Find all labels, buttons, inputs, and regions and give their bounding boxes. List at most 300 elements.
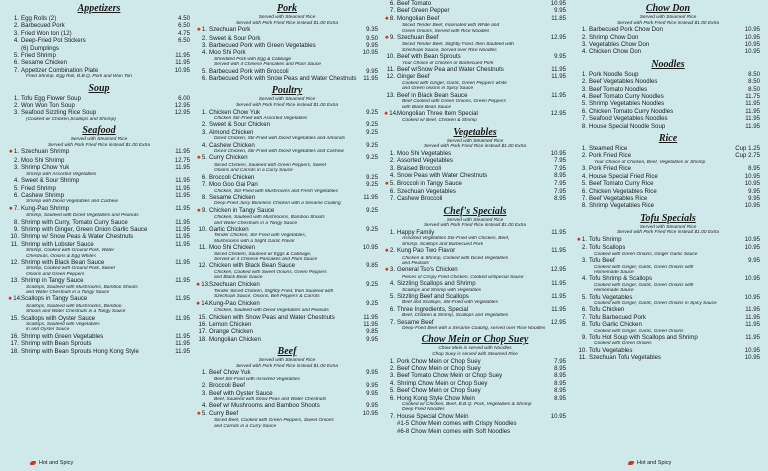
menu-item [196,321,378,328]
item-number-text: 3. [13,109,19,117]
menu-item [576,145,760,152]
item-number-text: 9. [389,34,395,42]
item-name: Beef with Oyster Sauce [209,389,273,397]
menu-section [8,125,190,355]
item-price: 10.95 [744,293,760,301]
menu-item [8,37,190,44]
item-name: Cashew Shrimp [21,191,65,199]
menu-section [576,3,760,56]
menu-item [196,174,378,181]
menu-item [576,347,760,354]
item-price: 8.95 [554,394,566,402]
menu-item [196,181,378,188]
hot-pepper-icon: ✹ [384,15,389,22]
item-number-text: 7. [581,115,587,123]
item-description: Diced Chicken, Stir-Fried with Diced Vegetables and Cashew [214,149,344,155]
item-number-text: 3. [201,128,207,136]
item-name: Vegetables Chow Don [589,41,650,48]
item-price: 4.50 [178,15,190,22]
item-number [8,241,21,248]
menu-item [576,306,760,313]
item-description: Mushrooms with a Slight Garlic Flavor [214,238,295,244]
item-number [8,192,21,199]
section-title: Poultry [271,85,303,97]
item-number [384,110,397,118]
item-name: Sweet & Sour Shrimp [21,177,80,185]
menu-section [196,85,378,343]
item-description: Shrimp, Cooked with Ground Pork, Sweet [26,266,115,272]
menu-item [8,241,190,248]
item-name: Moo Shi Shrimp [21,156,65,164]
item-number-text: 1. [13,94,19,102]
item-number [384,247,397,255]
item-number [196,207,209,215]
section-note: Served with Pork Fried Rice instead $1.00 Extra [616,230,720,236]
item-name: Shrimp Chow Don [589,33,639,41]
item-number [576,244,589,251]
section-note: Served with Steamed Rice [70,137,128,143]
item-number-text: 18. [10,347,19,355]
item-name: Beef w/Snow Pea and Water Chestnuts [397,66,504,74]
item-name: Shrimp with Black Bean Sauce [21,258,105,266]
item-price: 9.85 [366,262,378,270]
section-note: Served with Steamed Rice [446,217,504,223]
item-number [576,354,589,361]
item-description: Homemade Sauce [594,288,634,294]
item-number [384,293,397,300]
item-description: Assorted Vegetables Stir-Fried with Chicken, Beef, [402,236,510,242]
section-note: Served with Pork Fried Rice instead $1.00 Extra [235,363,339,369]
item-price: 11.95 [551,280,566,288]
item-number [384,372,397,379]
item-number [8,340,21,347]
item-description: Your Choice of Chicken, Beef, Vegetables or Shrimp [594,159,706,165]
item-description: and Water Chestnuts in a Tangy Sauce [26,290,110,295]
item-name: House Special Chow Mein [397,412,469,420]
item-price: 8.50 [748,70,760,78]
item-price: 7.95 [554,157,566,165]
item-description: Deep-Fried Juicy Boneless Chicken with a Sesame Coating [214,201,341,207]
item-number [196,382,209,389]
item-number-text: 1. [581,145,587,153]
item-number [576,202,589,209]
menu-item [384,358,566,365]
menu-item [8,45,190,52]
item-number [384,395,397,402]
item-name: Beef w/ Mushrooms and Bamboo Shoots [209,402,320,410]
item-number [384,365,397,372]
item-number [196,142,209,149]
menu-item [8,226,190,233]
item-name: Tofu Chicken [589,306,625,314]
item-name: Beef Tomato Curry Noodles [589,93,664,101]
item-price: 11.95 [175,240,190,248]
hot-pepper-icon: ✹ [8,296,13,303]
menu-item [576,321,760,328]
item-price: 9.95 [366,382,378,390]
item-name: Pork Chow Mein or Chop Suey [397,357,481,365]
item-name: Broccoli Beef [209,382,245,390]
item-description: Beef Stir-Fried with Assorted Vegetables [214,376,300,382]
item-number-text: 8. [581,202,587,210]
menu-column-4 [576,0,760,471]
item-price: 9.25 [366,280,378,288]
item-number-text: 4. [13,177,19,185]
item-description: Cooked w/ Chicken, Beef, B.B.Q. Pork, Vegetables & Shrimp [402,402,532,408]
item-name: Sizzling Scallops and Shrimp [397,280,476,288]
item-name: Steamed Rice [589,145,628,153]
section-title: Rice [658,133,678,145]
menu-column-3 [384,0,566,471]
menu-item [384,195,566,202]
item-description: Onions and Green Peppers [26,271,85,277]
item-price: 11.95 [175,295,190,303]
item-price: 11.75 [745,93,760,101]
item-number [8,295,21,303]
item-name: Barbecued Pork Chow Don [589,26,663,34]
item-price: 9.95 [366,369,378,377]
item-name: Fried Won ton (12) [21,29,72,37]
item-name: Sweet & Sour Pork [209,34,261,42]
menu-section [384,127,566,203]
item-number [384,195,397,202]
item-number [196,194,209,201]
menu-item [196,390,378,397]
item-description: and Green onions in Spicy Sauce [402,86,474,92]
item-name: Tofu Shrimp [589,235,622,243]
menu-item [384,395,566,402]
menu-item [8,219,190,226]
menu-item [196,382,378,389]
menu-item [384,365,566,372]
item-number-text: 7. [581,194,587,202]
item-price: 7.95 [554,179,566,187]
item-description: Tender Sliced Chicken, Slightly Fried, then Sautéed with [214,289,334,294]
item-number [576,48,589,55]
item-number-text: 11. [198,244,207,252]
item-name: Three Ingredients, Special [397,305,469,313]
item-name: Assorted Vegetables [397,157,453,165]
item-number-text: 13. [201,280,210,288]
menu-item [384,53,566,60]
item-number-text: 5. [581,180,587,188]
item-number [196,75,209,82]
item-number [384,15,397,23]
menu-item [8,340,190,347]
item-price: 11.95 [175,191,190,199]
item-number-text: 5. [389,179,395,187]
item-name: Beef Vegetables Noodles [589,78,658,86]
item-name: Chicken Chow Yuk [209,108,261,116]
menu-item [196,129,378,136]
item-name: Curry Beef [209,409,239,417]
item-description: Beef Cooked with Green Onions, Green Peppers [402,99,506,105]
item-price: 11.95 [745,115,760,123]
item-price: 10.95 [744,33,760,41]
item-price: 8.95 [554,195,566,203]
menu-item [196,410,378,418]
item-number-text: 18. [198,335,207,343]
item-number-text: 2. [201,34,207,42]
item-name: Barbecued Pork [21,22,65,30]
item-price: Cup 2.75 [735,152,760,160]
item-number [576,100,589,107]
item-price: 4.75 [178,29,190,37]
item-price: 7.95 [554,357,566,365]
item-number-text: 17. [10,340,19,348]
item-name: Szechuan Beef [397,34,439,42]
item-name: Sesame Chicken [209,193,256,201]
item-number [384,34,397,42]
item-number [576,86,589,93]
item-number [384,92,397,99]
item-number [576,26,589,33]
item-description: Chicken Stir-Fried with Assorted Vegetables [214,116,308,122]
item-number [384,413,397,420]
menu-item [384,229,566,236]
item-price: 12.95 [174,102,190,110]
item-name: Tofu Garlic Chicken [589,321,642,329]
item-number-text: 3. [201,389,207,397]
item-price: 11.95 [175,148,190,156]
item-name: Shrimp with Curry, Tomato Curry Sauce [21,218,128,226]
item-name: Beef Vegetables Rice [589,194,648,202]
item-price: 11.95 [175,332,190,340]
item-number [384,53,397,60]
item-number-text: 4. [201,402,207,410]
item-description: with Black Bean Sauce [402,104,452,110]
item-number-text: 7. [389,7,395,15]
item-number-text: 14. [201,299,210,307]
item-price: 11.95 [175,59,190,67]
section-note: Chow Mein is served with Noodles [438,346,512,352]
menu-item [384,428,566,435]
section-title: Chef's Specials [443,205,507,217]
menu-item [384,266,566,274]
item-price: 10.95 [362,49,378,57]
item-description: Onions and Carrots in a Curry Sauce [214,168,293,174]
menu-item [196,262,378,269]
item-number-text: 4. [201,49,207,57]
item-price: 10.95 [744,180,760,188]
section-note: Served with Steamed Rice [258,15,316,20]
item-price: 11.95 [745,107,760,115]
item-name: Braised Broccoli [397,164,442,172]
item-price: 12.95 [550,34,566,42]
item-price: 9.95 [366,389,378,397]
item-description: Sliced Beef, Cooked with Green Peppers, Sweet Onions [214,418,334,424]
item-number-text: 3. [389,266,395,274]
menu-item [576,71,760,78]
item-number-text: 6. [389,187,395,195]
item-description: Pieces of Crispy Fried Chicken, Cooked w/Special Sauce [402,274,524,280]
menu-item [384,92,566,99]
menu-item [196,194,378,201]
item-number [576,334,589,341]
item-name: Shrimp with Bean Sprouts [21,340,92,348]
item-number [384,157,397,164]
item-price: 8.95 [554,372,566,380]
item-description: Diced Chicken, Stir-Fried with Diced Vegetables and Almonds [214,136,345,142]
item-description: Cooked w/ Beef, Chicken & Shrimp [402,118,477,124]
item-name: Sweet & Sour Chicken [209,121,270,129]
menu-item [196,68,378,75]
item-number-text: 7. [13,204,19,212]
menu-item [576,34,760,41]
item-price: 9.25 [366,173,378,181]
menu-item [576,188,760,195]
section-title: Vegetables [453,126,497,138]
item-description: Scallops, Sauteed with Mushrooms, Bamboo [26,303,122,309]
item-name: Tofu Hot Soup with Scallops and Shrimp [589,334,698,341]
item-number [196,49,209,56]
item-price: 9.25 [366,141,378,149]
section-title: Chow Mein or Chop Suey [421,334,529,346]
item-price: 11.95 [175,204,190,212]
hot-pepper-icon: ✹ [196,207,201,214]
item-price: 9.95 [366,402,378,410]
item-name: Mongolian Chicken [209,335,261,343]
menu-item [576,236,760,244]
item-price: 9.95 [554,7,566,15]
item-number [196,42,209,49]
menu-item [576,314,760,321]
item-name: Shrimp Vegetables Noodles [589,100,665,108]
item-number-text: 5. [201,409,207,417]
menu-item [8,185,190,192]
item-number-text: 6. [389,394,395,402]
item-price: 6.50 [178,22,190,30]
item-number [8,67,21,74]
item-price: 11.95 [175,258,190,266]
item-description: Served w/ 4 Chinese Pancakes and Plum Sauce [214,256,318,262]
item-number [8,30,21,37]
section-title: Tofu Specials [640,212,696,224]
item-number-text: 1. [581,26,587,34]
menu-item [196,75,378,82]
item-name: Beef Chow Mein or Chop Suey [397,387,481,395]
item-number [576,180,589,187]
item-number [196,262,209,269]
item-number-text: 12. [10,258,19,266]
section-note: Served with Pork Fried Rice instead $1.00 Extra [423,144,527,150]
item-name: Tofu Barbecued Pork [589,313,646,321]
item-description: Shrimp, Cooked with Ground Pork, Water [26,248,115,254]
menu-section [576,133,760,210]
item-number [576,108,589,115]
item-number-text: 8. [581,122,587,130]
menu-item [576,115,760,122]
menu-item [576,41,760,48]
menu-item [8,164,190,171]
menu-item [8,148,190,156]
item-number-text: 9. [201,206,207,214]
menu-section [196,346,378,429]
item-number-text: 16. [10,332,19,340]
menu-item [8,233,190,240]
menu-item [384,73,566,80]
item-price: 9.35 [366,26,378,34]
item-price: 9.25 [366,181,378,189]
item-number-text: 2. [581,152,587,160]
item-description: and Black Bean Sauce [214,275,263,281]
item-name: Egg Rolls (2) [21,15,57,22]
item-number-text: 7. [389,195,395,203]
item-number-text: 1. [389,357,395,365]
item-name: Shrimp with Lobster Sauce [21,240,94,248]
item-number [196,314,209,321]
item-number-text: 7. [389,318,395,326]
item-number-text: 6. [201,173,207,181]
item-name: Orange Chicken [209,328,254,336]
item-number-text: 12. [198,262,207,270]
item-name: Beef Chow Mein or Chop Suey [397,365,481,373]
menu-item [576,48,760,55]
item-name: Barbecued Pork with Green Vegetables [209,42,316,49]
item-number-text: 3. [581,41,587,48]
menu-item [384,15,566,23]
item-number [196,244,209,251]
item-price: 8.50 [748,85,760,93]
menu-item [384,7,566,14]
item-number [8,37,21,44]
item-number-text: 7. [201,181,207,189]
item-description: and Carrots in a Curry Sauce [214,423,277,429]
item-number-text: 10. [198,225,207,233]
item-number-text: 3. [581,257,587,265]
hot-pepper-icon: ✹ [196,27,201,34]
menu-item [384,165,566,172]
item-price: 7.95 [554,187,566,195]
section-note: Served with Steamed Rice [639,224,697,230]
item-number-text: 2. [201,121,207,129]
item-number-text: 4. [581,172,587,180]
menu-section [384,334,566,435]
item-description: Sliced Chicken, Sauteed with Green Peppers, Sweet [214,162,326,168]
menu-item [8,259,190,266]
hot-pepper-icon: ✹ [384,267,389,274]
item-name: Szechuan Tofu Vegetables [589,354,662,362]
item-name: Kung-Pao Shrimp [21,204,70,212]
section-note: Served with Pork Fried Rice instead $1.00 Extra [47,142,151,148]
item-number-text: 4. [389,280,395,288]
item-name: Seafood Vegetables Noodles [589,115,668,123]
item-price: 11.95 [551,91,566,99]
menu-item [8,15,190,22]
item-number [576,347,589,354]
item-name: Mongolian Three Item Special [397,109,478,117]
item-name: Moo Shi Vegetables [397,149,452,157]
item-number-text: 1. [581,235,587,243]
menu-item [384,188,566,195]
item-name: Won Won Ton Soup [21,102,75,110]
item-number [384,280,397,287]
item-description: Cooked with Ginger, Garlic, Green Onions with [594,264,694,270]
legend-label: Hot and Spicy [39,460,74,466]
item-name: Pork Fried Rice [589,152,631,160]
item-name: Chicken with Black Bean Sauce [209,262,296,270]
item-number [384,319,397,326]
item-number-text: 1. [581,70,587,78]
item-number-text: 5. [581,100,587,108]
item-number [8,164,21,171]
item-price: 10.95 [550,0,566,7]
item-price: 9.85 [366,328,378,336]
item-name: #1-5 Chow Mein comes with Crispy Noodles [397,420,517,428]
item-price: 10.95 [550,412,566,420]
hot-pepper-icon: ✹ [384,35,389,42]
item-name: Fried Shrimp [21,184,56,192]
